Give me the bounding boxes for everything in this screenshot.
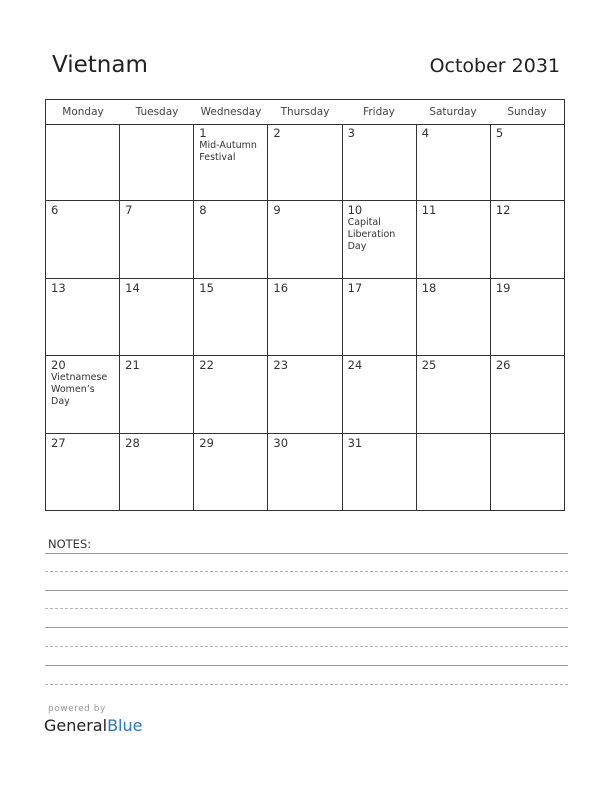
day-cell	[194, 279, 268, 355]
week-row	[46, 124, 564, 201]
day-number: 6	[51, 203, 59, 218]
day-cell	[120, 201, 194, 277]
day-number: 7	[125, 203, 133, 218]
notes-line	[45, 646, 568, 647]
day-number: 25	[421, 358, 437, 373]
week-row	[46, 356, 564, 433]
day-cell	[194, 201, 268, 277]
day-number: 8	[199, 203, 207, 218]
day-cell	[46, 356, 120, 432]
day-number: 19	[495, 280, 511, 295]
day-cell	[46, 124, 120, 200]
notes-line	[45, 571, 568, 572]
day-cell	[268, 356, 342, 432]
day-cell	[417, 356, 491, 432]
day-number: 14	[125, 280, 140, 295]
day-number: 28	[125, 435, 140, 450]
day-cell	[491, 434, 564, 511]
calendar-grid	[45, 99, 565, 511]
day-cell	[194, 356, 268, 432]
week-row	[46, 279, 564, 356]
day-number: 29	[199, 435, 214, 450]
notes-line	[45, 665, 568, 666]
day-number: 9	[273, 203, 281, 218]
day-cell	[120, 124, 194, 200]
day-number: 27	[51, 435, 66, 450]
day-cell	[268, 279, 342, 355]
day-cell	[46, 279, 120, 355]
day-cell	[120, 279, 194, 355]
brand-general: General	[44, 716, 108, 735]
day-number: 17	[347, 280, 363, 295]
weekday-header: Tuesday	[135, 106, 179, 118]
day-cell	[194, 434, 268, 511]
weekday-header: Friday	[363, 106, 395, 118]
weekday-header: Sunday	[507, 106, 547, 118]
day-cell	[343, 279, 417, 355]
weekday-header-row	[46, 100, 564, 125]
day-cell	[268, 434, 342, 511]
day-number: 24	[347, 358, 363, 373]
day-cell	[491, 124, 564, 200]
country-title: Vietnam	[52, 52, 148, 78]
day-number: 20	[51, 358, 66, 373]
day-number: 21	[125, 358, 140, 373]
month-year-title: October 2031	[429, 55, 560, 77]
notes-line	[45, 627, 568, 628]
weekday-header: Wednesday	[200, 106, 262, 118]
brand-blue: Blue	[107, 716, 143, 735]
holiday-label: Capital Liberation Day	[347, 217, 396, 253]
day-number: 22	[199, 358, 214, 373]
day-cell	[343, 124, 417, 200]
day-cell	[120, 356, 194, 432]
day-number: 23	[273, 358, 289, 373]
generalblue-logo	[44, 716, 142, 735]
day-number: 16	[273, 280, 289, 295]
day-number: 1	[199, 126, 207, 140]
notes-line	[45, 553, 568, 554]
day-number: 10	[347, 203, 363, 218]
weekday-header: Monday	[62, 106, 104, 118]
notes-line	[45, 590, 568, 591]
day-cell	[120, 434, 194, 511]
day-cell	[417, 201, 491, 277]
week-row	[46, 434, 564, 511]
weekday-header: Thursday	[280, 106, 330, 118]
day-cell	[46, 201, 120, 277]
day-cell	[343, 434, 417, 511]
day-number: 30	[273, 435, 289, 450]
day-number: 2	[273, 126, 281, 140]
day-number: 13	[51, 280, 66, 295]
day-cell	[491, 279, 564, 355]
day-cell	[268, 201, 342, 277]
notes-line	[45, 684, 568, 685]
day-number: 15	[199, 280, 214, 295]
calendar-body	[46, 124, 564, 511]
day-number: 11	[421, 203, 437, 218]
day-cell	[194, 124, 268, 200]
day-cell	[46, 434, 120, 511]
day-cell	[268, 124, 342, 200]
powered-by-text: powered by	[48, 704, 106, 714]
day-cell	[491, 356, 564, 432]
notes-line	[45, 608, 568, 609]
week-row	[46, 201, 564, 278]
day-number: 12	[495, 203, 511, 218]
notes-label: NOTES:	[48, 537, 92, 551]
day-number: 3	[347, 126, 355, 140]
day-number: 31	[347, 435, 363, 450]
day-number: 4	[421, 126, 430, 140]
day-cell	[417, 279, 491, 355]
holiday-label: Vietnamese Women’s Day	[51, 372, 108, 408]
weekday-header: Saturday	[429, 106, 477, 118]
day-cell	[417, 124, 491, 200]
day-cell	[491, 201, 564, 277]
day-number: 26	[495, 358, 511, 373]
day-cell	[343, 356, 417, 432]
day-number: 18	[421, 280, 437, 295]
day-cell	[417, 434, 491, 511]
day-number: 5	[495, 126, 504, 140]
day-cell	[343, 201, 417, 277]
holiday-label: Mid-Autumn Festival	[199, 140, 257, 163]
